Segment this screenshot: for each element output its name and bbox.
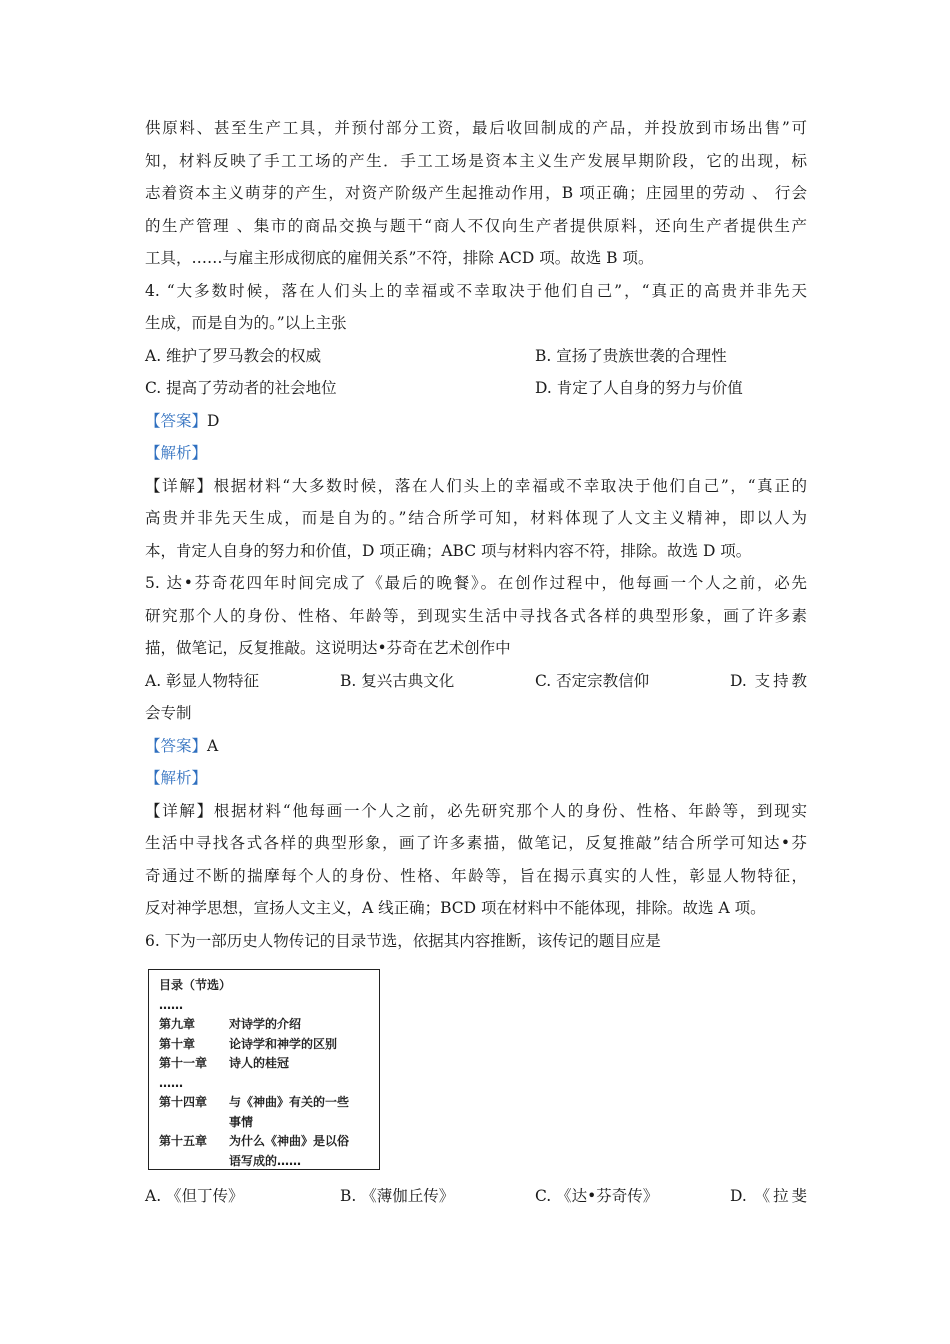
option-d: D. 支持教 — [730, 671, 807, 690]
question-stem-line: 描，做笔记，反复推敲。这说明达•芬奇在艺术创作中 — [145, 639, 511, 657]
detail-text: 根据材料“大多数时候，落在人们头上的幸福或不幸取决于他们自己”，“真正的 — [213, 476, 807, 495]
analysis-line — [145, 437, 807, 470]
document-page — [145, 112, 807, 1213]
chapter-number: 第十五章 — [159, 1134, 208, 1148]
chapter-title: 对诗学的介绍 — [229, 1017, 302, 1031]
detail-line: 反对神学思想，宣扬人文主义，A 线正确；BCD 项在材料中不能体现，排除。故选 A 项。 — [145, 899, 766, 917]
option-d: D. 肯定了人自身的努力与价值 — [535, 379, 743, 397]
answer-line — [145, 405, 807, 438]
table-of-contents-figure — [148, 969, 380, 1170]
option-c: C. 否定宗教信仰 — [535, 671, 650, 690]
detail-line: 生活中寻找各式各样的典型形象，画了许多素描，做笔记，反复推敲”结合所学可知达•芬 — [145, 834, 807, 852]
text-line: 的生产管理 、集市的商品交换与题干“商人不仅向生产者提供原料，还向生产者提供生产 — [145, 216, 807, 235]
detail-line — [145, 795, 807, 828]
question-5 — [145, 567, 807, 925]
text-line: 工具，……与雇主形成彻底的雇佣关系”不符，排除 ACD 项。故选 B 项。 — [145, 249, 654, 267]
detail-label: 【详解】 — [145, 476, 214, 495]
options-row — [145, 340, 807, 373]
detail-line: 高贵并非先天生成，而是自为的。”结合所学可知，材料体现了人文主义精神，即以人为 — [145, 509, 807, 527]
chapter-number: 第十章 — [159, 1036, 196, 1051]
option-a: A. 彰显人物特征 — [145, 671, 260, 690]
chapter-number: 第十一章 — [159, 1056, 208, 1070]
option-b: B. 《薄伽丘传》 — [340, 1187, 455, 1205]
question-stem-line: 5. 达•芬奇花四年时间完成了《最后的晚餐》。在创作过程中，他每画一个人之前，必先 — [145, 574, 807, 592]
question-stem-line: 生成，而是自为的。”以上主张 — [145, 314, 347, 332]
chapter-number: 第十四章 — [159, 1095, 208, 1109]
question-stem-line: 4. “大多数时候，落在人们头上的幸福或不幸取决于他们自己”，“真正的高贵并非先天 — [145, 281, 807, 300]
answer-label: 【答案】 — [145, 736, 208, 755]
option-a: A. 《但丁传》 — [145, 1187, 244, 1205]
toc-title: 目录（节选） — [159, 978, 232, 992]
toc-chapter-14-cont: 事情 — [229, 1114, 254, 1129]
option-a: A. 维护了罗马教会的权威 — [145, 346, 322, 365]
options-row — [145, 665, 807, 698]
chapter-title: 为什么《神曲》是以俗 — [229, 1134, 350, 1148]
options-row — [145, 372, 807, 405]
toc-chapter-10 — [159, 1035, 369, 1055]
toc-ellipsis: …… — [159, 1075, 183, 1090]
option-d: D. 《拉斐 — [730, 1187, 807, 1205]
chapter-title: 论诗学和神学的区别 — [229, 1036, 338, 1051]
options-row — [145, 1180, 807, 1213]
detail-text: 根据材料“他每画一个人之前，必先研究那个人的身份、性格、年龄等，到现实 — [213, 801, 807, 820]
answer-line — [145, 730, 807, 763]
toc-chapter-9 — [159, 1015, 369, 1035]
option-c: C. 提高了劳动者的社会地位 — [145, 379, 337, 397]
chapter-title: 与《神曲》有关的一些 — [229, 1095, 350, 1109]
previous-analysis-paragraph — [145, 112, 807, 275]
option-wrap-line: 会专制 — [145, 704, 192, 722]
text-line: 知，材料反映了手工工场的产生．手工工场是资本主义生产发展早期阶段，它的出现，标 — [145, 151, 807, 170]
detail-line: 奇通过不断的揣摩每个人的身份、性格、年龄等，旨在揭示真实的人性，彰显人物特征， — [145, 866, 807, 885]
answer-label: 【答案】 — [145, 411, 208, 430]
text-line: 供原料、甚至生产工具，并预付部分工资，最后收回制成的产品，并投放到市场出售”可 — [145, 119, 807, 137]
toc-chapter-15 — [159, 1132, 369, 1152]
toc-ellipsis: …… — [159, 997, 183, 1012]
detail-line: 本，肯定人自身的努力和价值，D 项正确；ABC 项与材料内容不符，排除。故选 D 项。 — [145, 541, 752, 560]
detail-line — [145, 470, 807, 503]
toc-chapter-15-cont: 语写成的…… — [229, 1153, 302, 1168]
chapter-number: 第九章 — [159, 1017, 196, 1031]
option-b: B. 宣扬了贵族世袭的合理性 — [535, 346, 727, 365]
toc-chapter-11 — [159, 1054, 369, 1074]
analysis-label: 【解析】 — [145, 769, 208, 787]
analysis-line — [145, 762, 807, 795]
analysis-label: 【解析】 — [145, 444, 208, 462]
option-b: B. 复兴古典文化 — [340, 671, 455, 690]
toc-chapter-14 — [159, 1093, 369, 1113]
question-6 — [145, 925, 807, 1213]
chapter-title: 诗人的桂冠 — [229, 1056, 290, 1070]
detail-label: 【详解】 — [145, 801, 214, 820]
answer-value: D — [207, 411, 220, 430]
question-stem-line: 研究那个人的身份、性格、年龄等，到现实生活中寻找各式各样的典型形象，画了许多素 — [145, 606, 807, 625]
text-line: 志着资本主义萌芽的产生，对资产阶级产生起推动作用，B 项正确；庄园里的劳动 、 行会 — [145, 184, 807, 202]
question-4 — [145, 275, 807, 568]
question-stem-line: 6. 下为一部历史人物传记的目录节选，依据其内容推断，该传记的题目应是 — [145, 931, 661, 950]
answer-value: A — [207, 736, 219, 755]
option-c: C. 《达•芬奇传》 — [535, 1187, 659, 1205]
